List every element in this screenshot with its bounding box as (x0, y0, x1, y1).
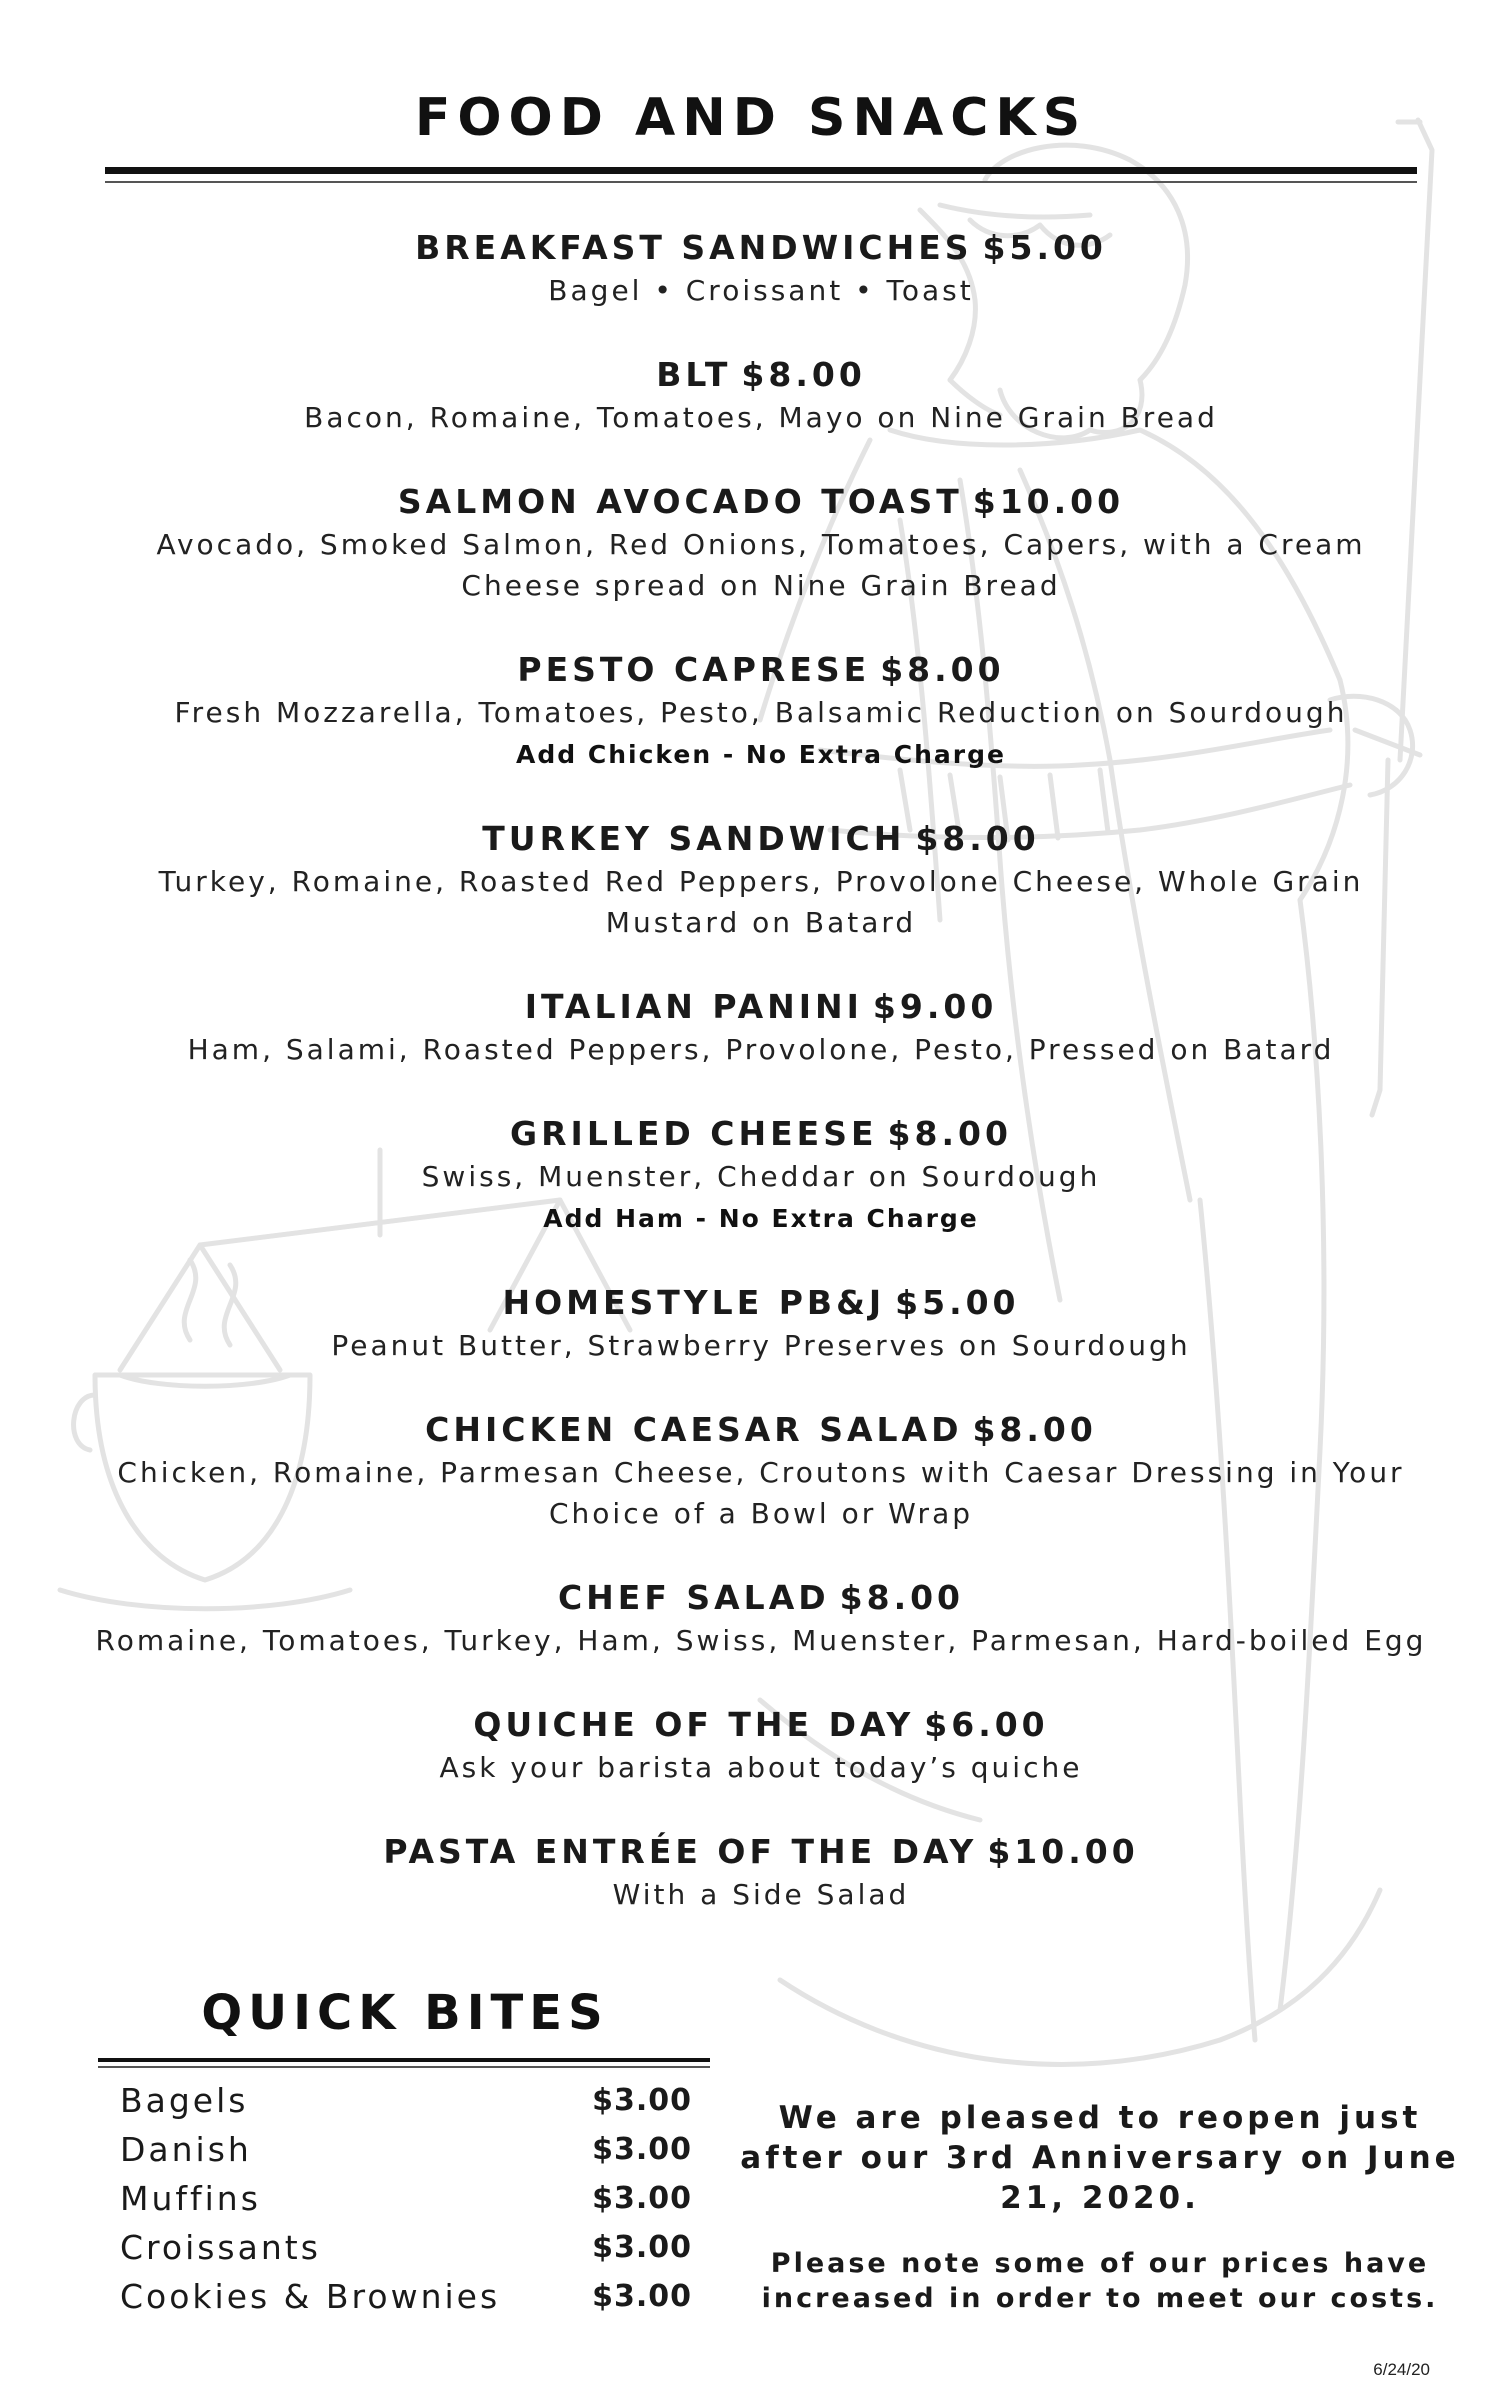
menu-item-title (95, 648, 1427, 692)
menu-item-name: GRILLED CHEESE (510, 1114, 878, 1153)
page-title: FOOD AND SNACKS (414, 88, 1088, 148)
menu-item-price: $10.00 (987, 1832, 1139, 1871)
quick-bite-row (120, 2174, 692, 2223)
menu-item-title (95, 226, 1427, 270)
menu-item-description: Chicken, Romaine, Parmesan Cheese, Croutons with Caesar Dressing in Your Choice of a Bowl or Wrap (117, 1456, 1405, 1530)
quick-bite-row (120, 2125, 692, 2174)
menu-item (95, 480, 1427, 606)
menu-item-description: Swiss, Muenster, Cheddar on Sourdough (421, 1160, 1101, 1193)
menu-item (95, 817, 1427, 943)
menu-item-description: Bagel • Croissant • Toast (548, 274, 974, 307)
quick-bite-name: Croissants (120, 2228, 321, 2267)
menu-item (95, 226, 1427, 311)
menu-item-price: $8.00 (880, 650, 1005, 689)
menu-item-price: $10.00 (972, 482, 1125, 521)
menu-item-title (95, 1576, 1427, 1620)
quick-bite-row (120, 2272, 692, 2321)
menu-item-description: With a Side Salad (612, 1878, 910, 1911)
menu-item-price: $8.00 (839, 1578, 965, 1617)
menu-item-description: Turkey, Romaine, Roasted Red Peppers, Provolone Cheese, Whole Grain Mustard on Batard (158, 865, 1364, 939)
menu-item-price: $8.00 (915, 819, 1040, 858)
menu-item-description: Peanut Butter, Strawberry Preserves on Sourdough (331, 1329, 1191, 1362)
menu-item-description: Ask your barista about today’s quiche (439, 1751, 1083, 1784)
menu-item (95, 1830, 1427, 1915)
menu-item-note: Add Chicken - No Extra Charge (516, 740, 1006, 769)
quick-bite-price: $3.00 (592, 2230, 692, 2265)
menu-item-name: TURKEY SANDWICH (482, 819, 906, 858)
menu-item-name: HOMESTYLE PB&J (502, 1283, 886, 1322)
reopening-notice (740, 2098, 1460, 2316)
menu-item (95, 1281, 1427, 1366)
menu-item-description: Ham, Salami, Roasted Peppers, Provolone, Pesto, Pressed on Batard (187, 1033, 1335, 1066)
quick-bites-list (120, 2076, 692, 2321)
quick-bite-name: Cookies & Brownies (120, 2277, 501, 2316)
menu-item-title (95, 817, 1427, 861)
menu-list (95, 226, 1427, 1957)
menu-item-title (95, 480, 1427, 524)
menu-item-name: SALMON AVOCADO TOAST (397, 482, 963, 521)
menu-item-title (95, 1830, 1427, 1874)
menu-item (95, 353, 1427, 438)
menu-item-price: $8.00 (887, 1114, 1012, 1153)
menu-item-name: PESTO CAPRESE (517, 650, 871, 689)
menu-item (95, 1703, 1427, 1788)
menu-item-title (95, 1408, 1427, 1452)
menu-item-name: QUICHE OF THE DAY (473, 1705, 915, 1744)
menu-item (95, 1112, 1427, 1239)
menu-item-title (95, 1281, 1427, 1325)
quick-bites-divider (98, 2058, 710, 2062)
quick-bite-price: $3.00 (592, 2181, 692, 2216)
menu-item-description: Avocado, Smoked Salmon, Red Onions, Tomatoes, Capers, with a Cream Cheese spread on Nine Grain Bread (156, 528, 1366, 602)
quick-bite-row (120, 2223, 692, 2272)
quick-bite-price: $3.00 (592, 2279, 692, 2314)
menu-item-name: CHICKEN CAESAR SALAD (425, 1410, 963, 1449)
menu-item-name: CHEF SALAD (557, 1578, 830, 1617)
title-divider-thin (105, 181, 1417, 183)
quick-bite-price: $3.00 (592, 2083, 692, 2118)
quick-bite-name: Muffins (120, 2179, 261, 2218)
menu-item-name: BREAKFAST SANDWICHES (415, 228, 973, 267)
menu-item-title (95, 353, 1427, 397)
menu-item-price: $9.00 (872, 987, 998, 1026)
menu-item-name: ITALIAN PANINI (524, 987, 863, 1026)
quick-bite-row (120, 2076, 692, 2125)
quick-bites-title: QUICK BITES (201, 1985, 609, 2041)
menu-item (95, 985, 1427, 1070)
menu-item-description: Fresh Mozzarella, Tomatoes, Pesto, Balsamic Reduction on Sourdough (174, 696, 1348, 729)
menu-item-description: Bacon, Romaine, Tomatoes, Mayo on Nine Grain Bread (304, 401, 1218, 434)
menu-item-price: $8.00 (741, 355, 866, 394)
reopen-message: We are pleased to reopen just after our 3rd Anniversary on June 21, 2020. (740, 2100, 1460, 2216)
menu-item-description: Romaine, Tomatoes, Turkey, Ham, Swiss, Muenster, Parmesan, Hard-boiled Egg (95, 1624, 1427, 1657)
menu-item-title (95, 1703, 1427, 1747)
menu-item (95, 1576, 1427, 1661)
quick-bite-name: Danish (120, 2130, 252, 2169)
quick-bite-price: $3.00 (592, 2132, 692, 2167)
menu-item-title (95, 985, 1427, 1029)
quick-bites-divider-thin (98, 2066, 710, 2068)
menu-item-name: PASTA ENTRÉE OF THE DAY (383, 1832, 978, 1871)
menu-item (95, 1408, 1427, 1534)
menu-item (95, 648, 1427, 775)
menu-date: 6/24/20 (1373, 2360, 1430, 2379)
menu-item-name: BLT (656, 355, 732, 394)
menu-item-price: $8.00 (972, 1410, 1097, 1449)
quick-bite-name: Bagels (120, 2081, 249, 2120)
price-increase-message: Please note some of our prices have increased in order to meet our costs. (761, 2248, 1439, 2314)
menu-item-note: Add Ham - No Extra Charge (543, 1204, 979, 1233)
menu-item-price: $6.00 (924, 1705, 1049, 1744)
menu-item-title (95, 1112, 1427, 1156)
title-divider (105, 167, 1417, 174)
menu-item-price: $5.00 (982, 228, 1107, 267)
menu-item-price: $5.00 (895, 1283, 1020, 1322)
